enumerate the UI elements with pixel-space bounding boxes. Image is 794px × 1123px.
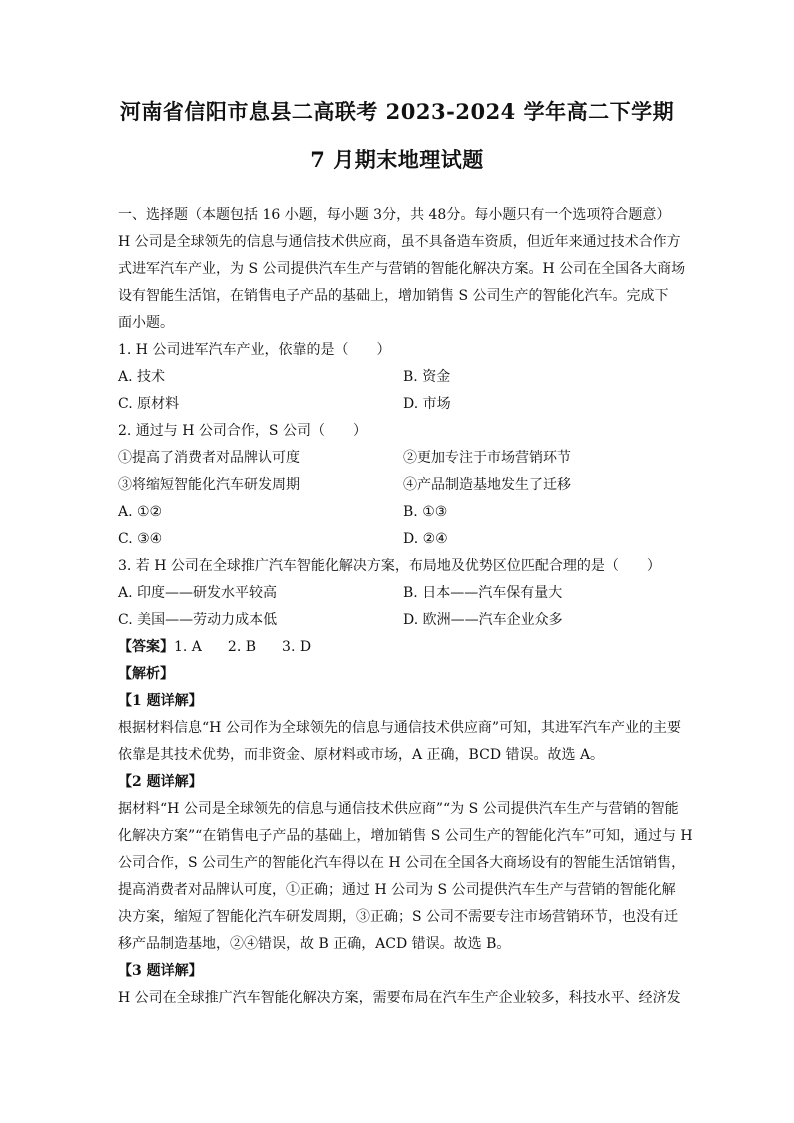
option-3a: A. 印度——研发水平较高 xyxy=(118,585,278,601)
detail-1-heading: 【1 题详解】 xyxy=(118,693,203,709)
detail-3-line: H 公司在全球推广汽车智能化解决方案，需要布局在汽车生产企业较多，科技水平、经济发 xyxy=(118,990,681,1006)
detail-1-line: 根据材料信息“H 公司作为全球领先的信息与通信技术供应商”可知，其进军汽车产业的主要 xyxy=(118,720,681,736)
detail-2-line: 公司合作，S 公司生产的智能化汽车得以在 H 公司在全国各大商场设有的智能生活馆销售， xyxy=(118,855,686,871)
detail-3-heading: 【3 题详解】 xyxy=(118,963,203,979)
title-line-2: 7 月期末地理试题 xyxy=(310,147,484,172)
option-2d: D. ②④ xyxy=(403,531,448,547)
material-line: 式进军汽车产业，为 S 公司提供汽车生产与营销的智能化解决方案。H 公司在全国各大商场 xyxy=(118,261,686,277)
detail-2-line: 提高消费者对品牌认可度，①正确；通过 H 公司为 S 公司提供汽车生产与营销的智能化解 xyxy=(118,882,676,898)
material-line: 设有智能生活馆，在销售电子产品的基础上，增加销售 S 公司生产的智能化汽车。完成下 xyxy=(118,288,669,304)
option-1d: D. 市场 xyxy=(403,396,451,412)
option-3b: B. 日本——汽车保有量大 xyxy=(403,585,563,601)
detail-1-line: 依靠是其技术优势，而非资金、原材料或市场，A 正确，BCD 错误。故选 A。 xyxy=(118,747,605,763)
question-1-options-row xyxy=(118,391,678,418)
document-body xyxy=(118,202,693,1012)
question-3-options-row xyxy=(118,607,678,634)
question-2-stem: 2. 通过与 H 公司合作，S 公司（ ） xyxy=(118,423,367,439)
question-2-options-row xyxy=(118,499,678,526)
statement-2: ②更加专注于市场营销环节 xyxy=(403,450,571,466)
material-line: 面小题。 xyxy=(118,315,174,331)
question-3-options-row xyxy=(118,580,678,607)
statement-3: ③将缩短智能化汽车研发周期 xyxy=(118,477,300,493)
option-3c: C. 美国——劳动力成本低 xyxy=(118,612,278,628)
answer-label: 【答案】 xyxy=(118,639,174,655)
option-1b: B. 资金 xyxy=(403,369,451,385)
question-1-options-row xyxy=(118,364,678,391)
question-1-stem: 1. H 公司进军汽车产业，依靠的是（ ） xyxy=(118,342,391,358)
option-2b: B. ①③ xyxy=(403,504,448,520)
detail-2-line: 决方案，缩短了智能化汽车研发周期，③正确；S 公司不需要专注市场营销环节，也没有迁 xyxy=(118,909,679,925)
question-2-options-row xyxy=(118,526,678,553)
statement-1: ①提高了消费者对品牌认可度 xyxy=(118,450,300,466)
analysis-label: 【解析】 xyxy=(118,666,174,682)
question-2-statements-row xyxy=(118,445,678,472)
answer-2: 2. B xyxy=(227,639,257,655)
title-line-1: 河南省信阳市息县二高联考 2023-2024 学年高二下学期 xyxy=(119,99,675,124)
detail-2-line: 移产品制造基地，②④错误，故 B 正确，ACD 错误。故选 B。 xyxy=(118,936,511,952)
statement-4: ④产品制造基地发生了迁移 xyxy=(403,477,571,493)
detail-2-line: 化解决方案”“在销售电子产品的基础上，增加销售 S 公司生产的智能化汽车”可知，通过与 H xyxy=(118,828,693,844)
detail-2-line: 据材料“H 公司是全球领先的信息与通信技术供应商”“为 S 公司提供汽车生产与营销的智能 xyxy=(118,801,679,817)
option-2c: C. ③④ xyxy=(118,531,163,547)
option-3d: D. 欧洲——汽车企业众多 xyxy=(403,612,563,628)
option-2a: A. ①② xyxy=(118,504,163,520)
answer-line xyxy=(118,634,678,661)
section-header: 一、选择题（本题包括 16 小题，每小题 3分，共 48分。每小题只有一个选项符合题意） xyxy=(118,207,671,223)
detail-2-heading: 【2 题详解】 xyxy=(118,774,203,790)
option-1a: A. 技术 xyxy=(118,369,166,385)
material-line: H 公司是全球领先的信息与通信技术供应商，虽不具备造车资质，但近年来通过技术合作方 xyxy=(118,234,681,250)
question-2-statements-row xyxy=(118,472,678,499)
answer-1: 1. A xyxy=(174,639,202,655)
question-3-stem: 3. 若 H 公司在全球推广汽车智能化解决方案，布局地及优势区位匹配合理的是（ ） xyxy=(118,558,661,574)
answer-3: 3. D xyxy=(282,639,312,655)
option-1c: C. 原材料 xyxy=(118,396,180,412)
